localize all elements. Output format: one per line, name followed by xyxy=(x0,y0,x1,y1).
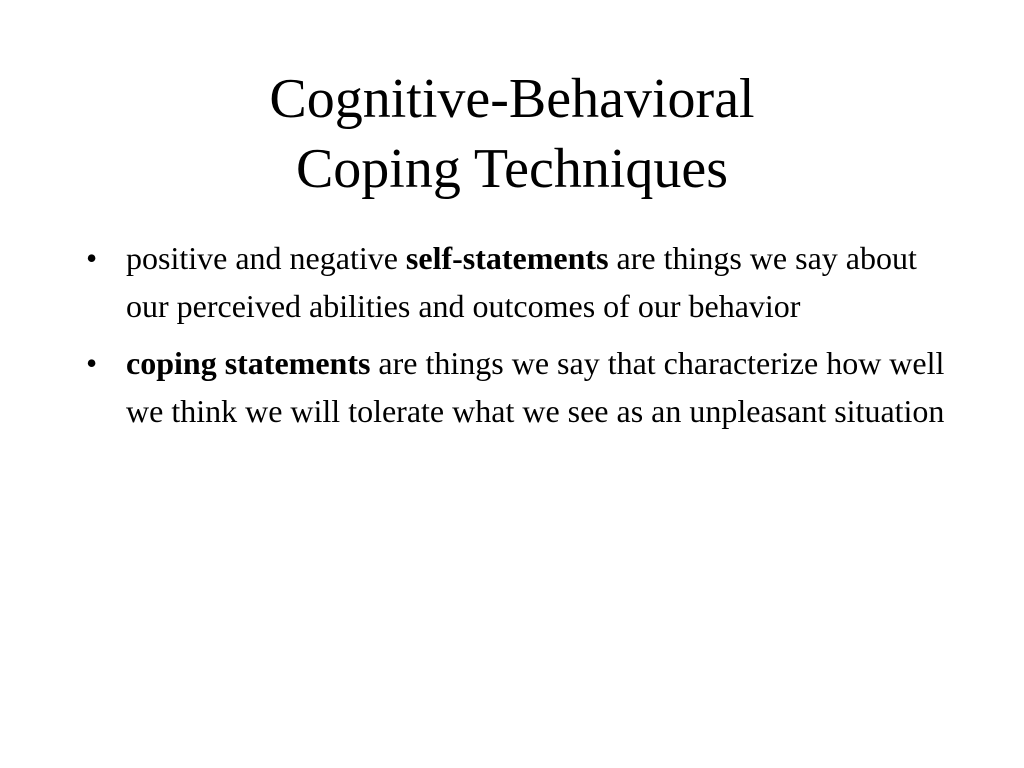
bullet-item-coping-statements xyxy=(86,339,946,435)
title-line-2: Coping Techniques xyxy=(295,138,729,200)
bullet-text-after: are things we say that characterize how well we think we will tolerate what we see as an unpleasant situation xyxy=(126,345,945,429)
bullet-list xyxy=(86,234,946,444)
bullet-term: self-statements xyxy=(405,240,609,276)
slide-title xyxy=(0,64,1024,204)
bullet-marker: • xyxy=(86,345,98,381)
title-line-1: Cognitive-Behavioral xyxy=(269,68,755,130)
bullet-term: coping statements xyxy=(126,345,371,381)
bullet-text-after: are things we say about our perceived abilities and outcomes of our behavior xyxy=(126,240,917,324)
bullet-text-before: positive and negative xyxy=(126,240,406,276)
bullet-marker: • xyxy=(86,240,98,276)
bullet-item-self-statements xyxy=(86,234,946,330)
